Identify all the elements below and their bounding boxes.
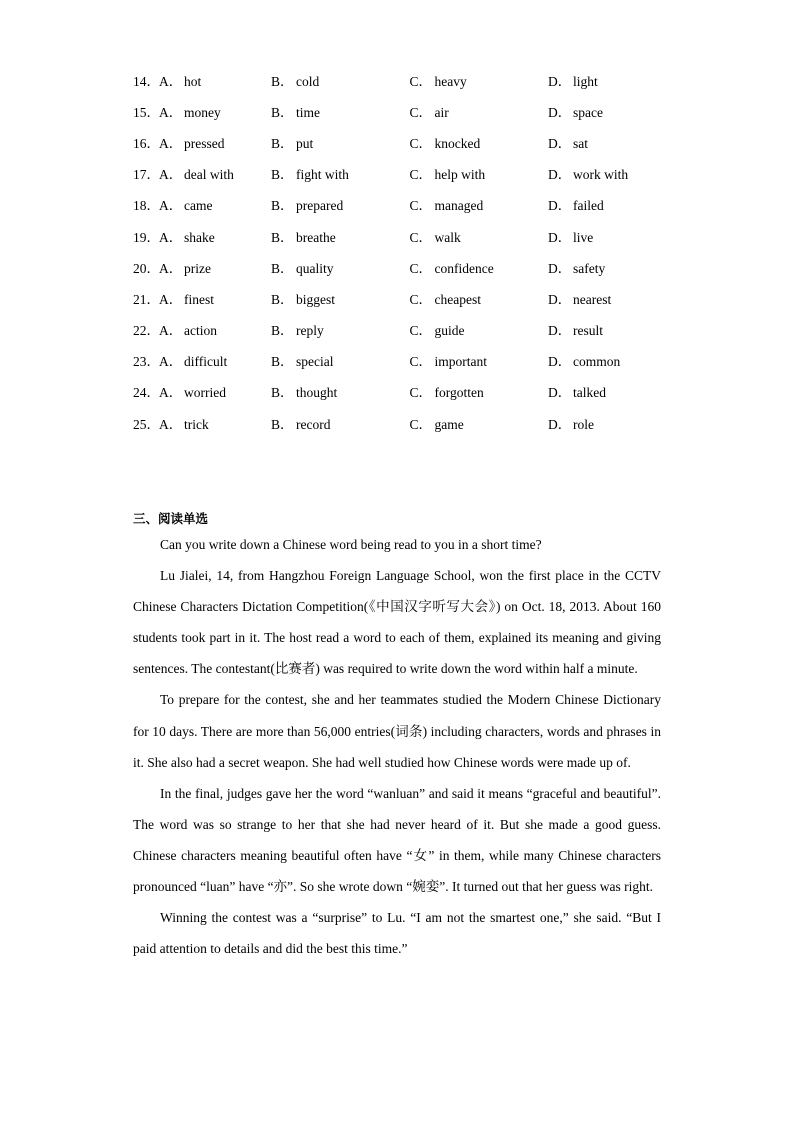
question-number: 25． xyxy=(133,416,160,432)
option-letter: C． xyxy=(409,229,433,245)
option-text: record xyxy=(296,416,331,432)
option-a xyxy=(133,194,271,214)
option-d xyxy=(548,288,687,308)
option-text: light xyxy=(573,73,598,89)
option-row xyxy=(133,376,693,407)
option-b xyxy=(271,413,410,433)
option-d xyxy=(548,70,687,90)
question-number: 19． xyxy=(133,229,160,245)
options-table xyxy=(133,64,693,438)
option-text: sat xyxy=(573,135,588,151)
option-letter: C． xyxy=(409,323,433,339)
option-letter: A． xyxy=(159,260,183,276)
option-text: live xyxy=(573,229,594,245)
option-text: worried xyxy=(184,385,226,401)
option-d xyxy=(548,226,687,246)
option-text: game xyxy=(434,416,464,432)
option-text: safety xyxy=(573,260,606,276)
option-row xyxy=(133,126,693,157)
option-d xyxy=(548,413,687,433)
option-a xyxy=(133,350,271,370)
option-row xyxy=(133,158,693,189)
option-letter: D． xyxy=(548,416,572,432)
option-d xyxy=(548,381,687,401)
option-letter: A． xyxy=(159,167,183,183)
option-letter: B． xyxy=(271,104,294,120)
option-text: prepared xyxy=(296,198,344,214)
option-letter: A． xyxy=(159,229,183,245)
option-text: role xyxy=(573,416,594,432)
question-number: 20． xyxy=(133,260,160,276)
option-text: failed xyxy=(573,198,604,214)
question-number: 17． xyxy=(133,167,160,183)
passage-paragraph-2: Lu Jialei, 14, from Hangzhou Foreign Language School, won the first place in the CCTV Chinese Characters Dictation Competition(《中国汉字听写大会》) on Oct. 18, 2013. About 160 students took part in it. The host read a word to each of them, explained its meaning and giving sentences. The contestant(比赛者) was required to write down the word within half a minute. xyxy=(133,568,661,677)
option-text: money xyxy=(184,104,221,120)
option-letter: A． xyxy=(159,354,183,370)
option-letter: B． xyxy=(271,73,294,89)
question-number: 21． xyxy=(133,291,160,307)
option-a xyxy=(133,381,271,401)
option-b xyxy=(271,350,410,370)
option-letter: B． xyxy=(271,135,294,151)
option-letter: B． xyxy=(271,323,294,339)
option-c xyxy=(410,132,549,152)
option-a xyxy=(133,132,271,152)
option-letter: D． xyxy=(548,291,572,307)
option-letter: C． xyxy=(409,354,433,370)
option-c xyxy=(410,257,549,277)
option-letter: D． xyxy=(548,229,572,245)
option-text: quality xyxy=(296,260,334,276)
option-letter: A． xyxy=(159,416,183,432)
option-row xyxy=(133,189,693,220)
passage-paragraph-3: To prepare for the contest, she and her teammates studied the Modern Chinese Dictionary for 10 days. There are more than 56,000 entries(词条) including characters, words and phrases in it. She also had a secret weapon. She had well studied how Chinese words were made up of. xyxy=(133,692,661,770)
option-b xyxy=(271,226,410,246)
option-letter: D． xyxy=(548,354,572,370)
option-letter: B． xyxy=(271,167,294,183)
option-letter: C． xyxy=(409,416,433,432)
option-text: nearest xyxy=(573,291,612,307)
option-b xyxy=(271,132,410,152)
option-text: deal with xyxy=(184,167,234,183)
question-number: 23． xyxy=(133,354,160,370)
option-a xyxy=(133,163,271,183)
question-number: 14． xyxy=(133,73,160,89)
option-a xyxy=(133,319,271,339)
option-d xyxy=(548,194,687,214)
option-letter: D． xyxy=(548,260,572,276)
option-a xyxy=(133,226,271,246)
option-d xyxy=(548,132,687,152)
option-letter: C． xyxy=(409,385,433,401)
option-text: help with xyxy=(434,167,486,183)
option-text: knocked xyxy=(434,135,481,151)
option-row xyxy=(133,220,693,251)
option-letter: C． xyxy=(409,167,433,183)
option-letter: A． xyxy=(159,385,183,401)
option-letter: B． xyxy=(271,260,294,276)
option-text: put xyxy=(296,135,314,151)
option-d xyxy=(548,350,687,370)
option-text: reply xyxy=(296,323,324,339)
option-row xyxy=(133,282,693,313)
option-text: came xyxy=(184,198,213,214)
option-b xyxy=(271,319,410,339)
option-letter: C． xyxy=(409,260,433,276)
option-b xyxy=(271,288,410,308)
option-text: cold xyxy=(296,73,320,89)
option-letter: B． xyxy=(271,354,294,370)
passage-paragraph-1: Can you write down a Chinese word being read to you in a short time? xyxy=(160,537,542,552)
option-text: finest xyxy=(184,291,214,307)
option-d xyxy=(548,163,687,183)
option-text: common xyxy=(573,354,621,370)
option-b xyxy=(271,70,410,90)
option-text: space xyxy=(573,104,603,120)
option-c xyxy=(410,381,549,401)
question-number: 15． xyxy=(133,104,160,120)
option-text: pressed xyxy=(184,135,225,151)
option-text: heavy xyxy=(434,73,467,89)
option-a xyxy=(133,101,271,121)
option-letter: D． xyxy=(548,323,572,339)
option-b xyxy=(271,194,410,214)
option-text: action xyxy=(184,323,217,339)
option-letter: D． xyxy=(548,167,572,183)
option-b xyxy=(271,163,410,183)
option-letter: B． xyxy=(271,291,294,307)
option-text: difficult xyxy=(184,354,228,370)
option-text: time xyxy=(296,104,320,120)
option-text: hot xyxy=(184,73,202,89)
option-b xyxy=(271,257,410,277)
option-c xyxy=(410,350,549,370)
option-c xyxy=(410,101,549,121)
option-letter: D． xyxy=(548,135,572,151)
option-letter: A． xyxy=(159,291,183,307)
option-d xyxy=(548,257,687,277)
option-d xyxy=(548,101,687,121)
option-text: air xyxy=(434,104,449,120)
section-heading-text: 三、阅读单选 xyxy=(133,511,209,526)
option-letter: C． xyxy=(409,135,433,151)
option-text: biggest xyxy=(296,291,335,307)
question-number: 24． xyxy=(133,385,160,401)
option-c xyxy=(410,70,549,90)
option-b xyxy=(271,101,410,121)
option-row xyxy=(133,314,693,345)
option-letter: D． xyxy=(548,198,572,214)
option-c xyxy=(410,319,549,339)
passage-paragraph-4: In the final, judges gave her the word “wanluan” and said it means “graceful and beautiful”. The word was so strange to her that she had never heard of it. But she made a good guess. Chinese characters meaning beautiful often have “女” in them, while many Chinese characters pronounced “luan” have “亦”. So she wrote down “婉娈”. It turned out that her guess was right. xyxy=(133,785,661,895)
option-text: breathe xyxy=(296,229,336,245)
option-text: managed xyxy=(434,198,484,214)
option-row xyxy=(133,95,693,126)
option-text: trick xyxy=(184,416,209,432)
option-text: cheapest xyxy=(434,291,481,307)
option-c xyxy=(410,288,549,308)
option-c xyxy=(410,413,549,433)
option-letter: D． xyxy=(548,104,572,120)
option-text: prize xyxy=(184,260,211,276)
option-a xyxy=(133,413,271,433)
option-letter: A． xyxy=(159,104,183,120)
option-letter: A． xyxy=(159,323,183,339)
option-text: result xyxy=(573,323,603,339)
option-a xyxy=(133,70,271,90)
question-number: 18． xyxy=(133,198,160,214)
option-text: confidence xyxy=(434,260,494,276)
option-letter: A． xyxy=(159,135,183,151)
option-a xyxy=(133,257,271,277)
option-letter: C． xyxy=(409,73,433,89)
option-text: fight with xyxy=(296,167,349,183)
option-letter: D． xyxy=(548,385,572,401)
option-letter: A． xyxy=(159,198,183,214)
option-letter: C． xyxy=(409,291,433,307)
option-text: shake xyxy=(184,229,215,245)
reading-passage xyxy=(133,529,661,964)
option-c xyxy=(410,163,549,183)
option-text: thought xyxy=(296,385,338,401)
question-number: 22． xyxy=(133,323,160,339)
option-row xyxy=(133,345,693,376)
option-a xyxy=(133,288,271,308)
option-c xyxy=(410,194,549,214)
option-letter: B． xyxy=(271,385,294,401)
option-b xyxy=(271,381,410,401)
option-letter: C． xyxy=(409,198,433,214)
option-letter: D． xyxy=(548,73,572,89)
option-letter: B． xyxy=(271,229,294,245)
option-row xyxy=(133,251,693,282)
option-row xyxy=(133,407,693,438)
option-row xyxy=(133,64,693,95)
option-text: guide xyxy=(434,323,465,339)
passage-paragraph-5: Winning the contest was a “surprise” to Lu. “I am not the smartest one,” she said. “But I paid attention to details and did the best this time.” xyxy=(133,910,661,957)
option-text: work with xyxy=(573,167,629,183)
option-text: important xyxy=(434,354,487,370)
option-c xyxy=(410,226,549,246)
option-letter: C． xyxy=(409,104,433,120)
option-text: special xyxy=(296,354,334,370)
question-number: 16． xyxy=(133,135,160,151)
option-letter: A． xyxy=(159,73,183,89)
section-heading xyxy=(133,509,208,527)
option-letter: B． xyxy=(271,416,294,432)
option-letter: B． xyxy=(271,198,294,214)
option-text: talked xyxy=(573,385,606,401)
option-text: walk xyxy=(434,229,461,245)
option-text: forgotten xyxy=(434,385,484,401)
option-d xyxy=(548,319,687,339)
